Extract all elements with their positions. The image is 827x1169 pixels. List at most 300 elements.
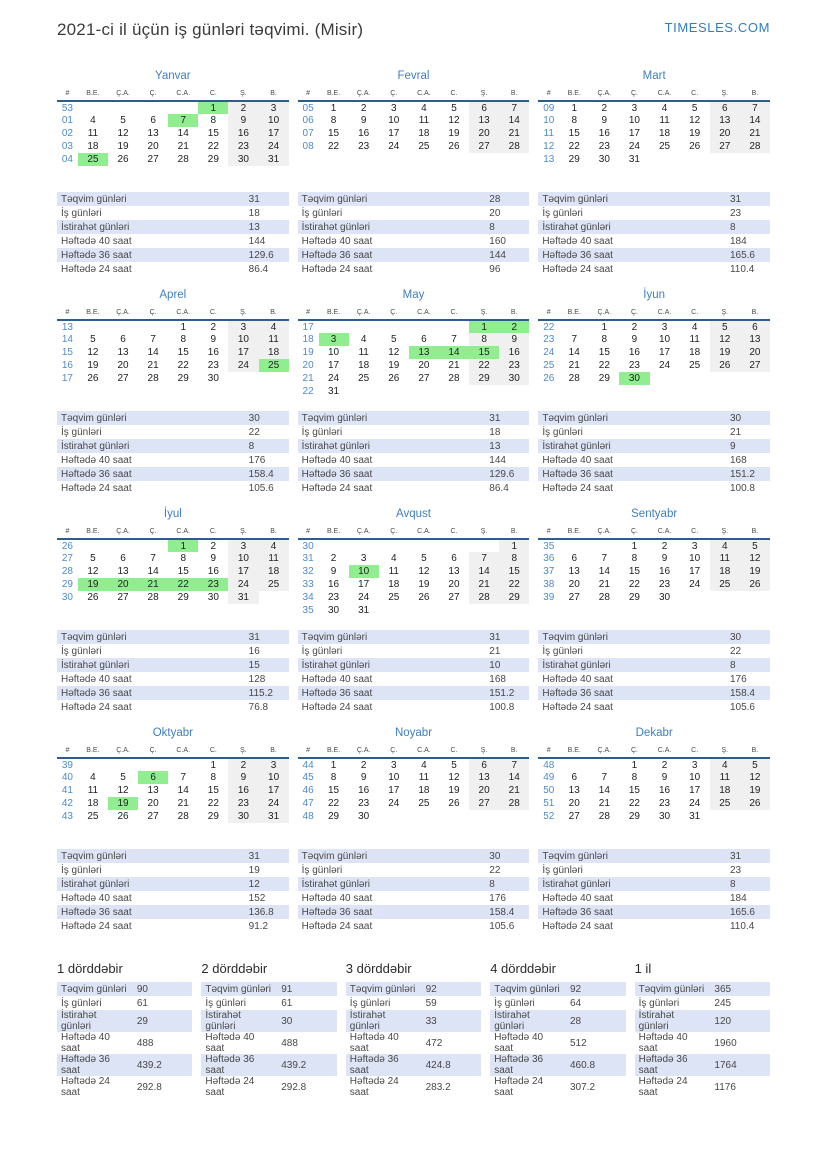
day-col-header: B. xyxy=(740,307,770,320)
quarter-stat-value: 1176 xyxy=(714,1081,736,1093)
week-row xyxy=(298,114,530,127)
month-6 xyxy=(538,289,770,495)
day-cell: 29 xyxy=(499,591,529,604)
day-cell: 1 xyxy=(330,102,337,114)
week-col-header: # xyxy=(538,526,559,539)
month-stat-label: Həftədə 24 saat xyxy=(542,482,613,494)
day-cell: 8 xyxy=(571,115,577,126)
quarter-stat-label: Həftədə 36 saat xyxy=(201,1054,277,1076)
quarter-stat-row xyxy=(201,982,336,996)
quarter-stat-row xyxy=(635,996,770,1010)
day-col-header: C.A. xyxy=(409,526,439,539)
day-cell: 22 xyxy=(598,360,610,371)
day-cell: 5 xyxy=(90,553,96,564)
day-cell: 14 xyxy=(499,114,529,127)
day-cell: 31 xyxy=(358,605,370,616)
quarter-stat-label: Təqvim günləri xyxy=(201,982,277,996)
day-cell: 7 xyxy=(150,553,156,564)
day-cell-empty xyxy=(349,385,379,398)
day-cell-empty xyxy=(379,320,409,333)
month-stat-label: Həftədə 36 saat xyxy=(538,467,726,481)
day-cell: 26 xyxy=(710,359,740,372)
day-cell: 6 xyxy=(571,772,577,783)
quarter-stat-value: 92 xyxy=(566,982,626,996)
day-cell: 5 xyxy=(691,102,698,114)
week-row xyxy=(57,552,289,565)
week-number: 42 xyxy=(61,798,73,809)
day-cell: 31 xyxy=(259,810,289,823)
day-col-header: Ç.A. xyxy=(589,745,619,758)
month-stat-row xyxy=(57,234,289,248)
month-stat-label: Təqvim günləri xyxy=(538,849,726,863)
month-calendar xyxy=(57,526,289,604)
day-cell: 29 xyxy=(628,592,640,603)
month-stat-label: İş günləri xyxy=(542,864,583,876)
week-row xyxy=(57,372,289,385)
day-cell-empty xyxy=(680,591,710,604)
day-cell: 16 xyxy=(228,784,258,797)
day-cell: 25 xyxy=(658,141,671,152)
quarter-stat-value: 365 xyxy=(710,982,770,996)
month-stat-row xyxy=(298,672,530,686)
day-cell: 28 xyxy=(740,140,770,153)
day-cell: 28 xyxy=(177,154,189,165)
month-stat-value: 21 xyxy=(729,426,742,438)
day-cell: 20 xyxy=(147,798,159,809)
day-col-header: Ş. xyxy=(710,526,740,539)
day-cell: 29 xyxy=(598,373,610,384)
month-stat-value: 165.6 xyxy=(726,248,770,262)
month-stat-value: 168 xyxy=(489,673,506,685)
day-cell-empty xyxy=(409,385,439,398)
month-stat-label: İş günləri xyxy=(542,645,583,657)
month-calendar xyxy=(538,526,770,604)
month-stat-row xyxy=(57,672,289,686)
day-cell: 15 xyxy=(327,785,340,796)
month-stat-label: Həftədə 40 saat xyxy=(301,673,373,685)
day-cell: 1 xyxy=(210,759,217,771)
quarter-stat-row xyxy=(490,1054,625,1076)
week-number: 18 xyxy=(302,334,314,345)
month-stat-label: Həftədə 40 saat xyxy=(61,892,132,904)
quarter-stat-row xyxy=(346,1010,481,1032)
month-stat-value: 8 xyxy=(726,658,770,672)
day-cell: 13 xyxy=(469,114,499,127)
day-cell: 12 xyxy=(740,552,770,565)
month-stat-row xyxy=(538,248,770,262)
month-stat-value: 31 xyxy=(485,411,529,425)
month-stat-label: Təqvim günləri xyxy=(57,192,245,206)
day-cell: 4 xyxy=(661,102,668,114)
month-stat-row xyxy=(538,481,770,495)
day-cell: 11 xyxy=(87,128,99,139)
quarter-block-1 xyxy=(57,961,192,1098)
day-cell: 7 xyxy=(571,334,577,345)
day-cell: 26 xyxy=(117,811,129,822)
day-cell: 13 xyxy=(147,128,159,139)
day-cell: 11 xyxy=(259,333,289,346)
month-stat-row xyxy=(57,439,289,453)
month-calendar xyxy=(298,526,530,617)
month-stat-label: Həftədə 24 saat xyxy=(542,920,613,932)
day-cell: 17 xyxy=(388,128,400,139)
day-cell: 6 xyxy=(710,101,740,114)
quarter-stat-value: 307.2 xyxy=(570,1081,596,1093)
quarter-stat-value: 61 xyxy=(281,997,293,1009)
quarter-stat-value: 512 xyxy=(570,1037,587,1049)
month-stat-row xyxy=(57,700,289,714)
day-cell: 10 xyxy=(349,565,379,578)
day-cell: 13 xyxy=(568,566,580,577)
month-calendar-area xyxy=(298,88,530,192)
day-col-header: B. xyxy=(499,745,529,758)
day-col-header: Ş. xyxy=(228,526,258,539)
week-row xyxy=(298,140,530,153)
month-stat-value: 31 xyxy=(245,630,289,644)
month-stat-value: 19 xyxy=(248,864,260,876)
month-stat-row xyxy=(57,905,289,919)
day-cell: 3 xyxy=(631,102,638,114)
month-stat-value: 184 xyxy=(729,235,747,247)
day-cell: 23 xyxy=(658,579,671,590)
day-cell: 9 xyxy=(228,771,258,784)
month-stat-row xyxy=(298,700,530,714)
quarter-stat-label: Təqvim günləri xyxy=(490,982,566,996)
day-cell: 24 xyxy=(689,798,701,809)
day-cell: 3 xyxy=(691,540,698,552)
day-cell-empty xyxy=(78,320,108,333)
day-col-header: B. xyxy=(259,526,289,539)
week-row xyxy=(298,346,530,359)
day-cell: 16 xyxy=(658,566,671,577)
week-row xyxy=(298,565,530,578)
month-title: Aprel xyxy=(159,289,187,301)
quarter-stat-row xyxy=(201,1010,336,1032)
day-cell: 3 xyxy=(259,758,289,771)
day-col-header: Ş. xyxy=(228,88,258,101)
day-col-header: C. xyxy=(198,526,228,539)
day-cell: 1 xyxy=(330,759,337,771)
day-cell: 20 xyxy=(740,346,770,359)
day-cell: 3 xyxy=(228,539,258,552)
quarter-stat-row xyxy=(635,982,770,996)
month-stat-row xyxy=(538,919,770,933)
month-stat-row xyxy=(57,206,289,220)
day-cell: 5 xyxy=(390,334,397,345)
day-cell: 23 xyxy=(628,360,640,371)
day-cell: 7 xyxy=(499,101,529,114)
day-cell-empty xyxy=(78,758,108,771)
day-cell-empty xyxy=(439,810,469,823)
month-stat-table xyxy=(538,849,770,933)
day-cell: 5 xyxy=(451,102,457,114)
day-cell: 28 xyxy=(568,373,580,384)
month-stat-value: 158.4 xyxy=(245,467,289,481)
month-5 xyxy=(298,289,530,495)
month-stat-value: 8 xyxy=(245,439,289,453)
day-cell: 17 xyxy=(358,579,370,590)
quarter-stat-label: Həftədə 24 saat xyxy=(494,1076,544,1098)
month-12 xyxy=(538,727,770,933)
month-title: Sentyabr xyxy=(631,508,678,520)
month-7 xyxy=(57,508,289,714)
day-cell: 22 xyxy=(168,578,198,591)
month-stat-label: Həftədə 36 saat xyxy=(57,686,245,700)
day-col-header: Ç. xyxy=(138,745,168,758)
day-col-header: B. xyxy=(499,307,529,320)
day-cell: 14 xyxy=(469,565,499,578)
quarter-stat-row xyxy=(57,982,192,996)
week-row xyxy=(538,127,770,140)
month-stat-value: 86.4 xyxy=(248,263,269,275)
week-number: 49 xyxy=(543,772,555,783)
day-cell: 6 xyxy=(150,115,156,126)
week-number: 39 xyxy=(61,759,73,771)
month-stat-label: Həftədə 40 saat xyxy=(542,235,613,247)
day-col-header: Ş. xyxy=(469,307,499,320)
week-number: 12 xyxy=(543,141,555,152)
month-stat-value: 158.4 xyxy=(485,905,529,919)
site-logo[interactable]: TIMESLES.COM xyxy=(664,20,770,35)
day-cell: 11 xyxy=(689,334,700,345)
month-stat-row xyxy=(57,425,289,439)
month-calendar-area xyxy=(298,745,530,849)
month-stat-value: 23 xyxy=(729,864,742,876)
day-cell-empty xyxy=(138,539,168,552)
month-stat-value: 129.6 xyxy=(485,467,529,481)
month-stat-label: İş günləri xyxy=(61,426,102,438)
day-cell: 26 xyxy=(117,154,129,165)
quarter-stat-value: 460.8 xyxy=(566,1054,626,1076)
day-cell: 1 xyxy=(631,540,638,552)
week-row xyxy=(57,101,289,114)
month-stat-label: Həftədə 40 saat xyxy=(301,454,373,466)
week-number: 24 xyxy=(543,347,555,358)
month-stat-label: Həftədə 40 saat xyxy=(542,454,613,466)
quarter-stat-label: Həftədə 40 saat xyxy=(494,1032,544,1054)
week-col-header: # xyxy=(57,745,78,758)
day-cell: 20 xyxy=(469,127,499,140)
month-stat-label: Həftədə 24 saat xyxy=(61,920,132,932)
day-cell: 15 xyxy=(177,566,189,577)
quarter-stat-label: İş günləri xyxy=(61,997,102,1009)
day-cell: 28 xyxy=(147,592,159,603)
month-stat-label: Təqvim günləri xyxy=(298,630,486,644)
day-col-header: Ç. xyxy=(619,88,649,101)
day-cell: 3 xyxy=(360,553,367,564)
day-cell: 19 xyxy=(448,128,460,139)
day-cell: 26 xyxy=(689,141,701,152)
month-stat-label: Həftədə 40 saat xyxy=(61,454,132,466)
day-cell: 11 xyxy=(259,552,289,565)
day-cell: 2 xyxy=(330,553,337,564)
day-cell: 7 xyxy=(469,552,499,565)
day-cell: 18 xyxy=(259,565,289,578)
day-cell: 13 xyxy=(117,566,129,577)
day-col-header: B.E. xyxy=(78,526,108,539)
day-cell: 9 xyxy=(601,115,608,126)
month-stat-row xyxy=(57,644,289,658)
month-calendar-area xyxy=(57,745,289,849)
month-stat-table xyxy=(298,630,530,714)
month-stat-label: İstirahət günləri xyxy=(298,439,486,453)
day-cell: 10 xyxy=(689,553,701,564)
day-cell: 22 xyxy=(469,359,499,372)
day-cell-empty xyxy=(78,101,108,114)
day-cell: 25 xyxy=(710,797,740,810)
day-cell: 9 xyxy=(360,772,367,783)
month-calendar-area xyxy=(298,526,530,630)
week-col-header: # xyxy=(298,745,319,758)
week-row xyxy=(298,385,530,398)
week-row xyxy=(298,591,530,604)
quarter-stat-value: 488 xyxy=(136,1037,154,1049)
month-stat-row xyxy=(57,481,289,495)
week-number: 26 xyxy=(543,373,555,384)
day-cell: 18 xyxy=(689,347,701,358)
day-col-header: Ç.A. xyxy=(349,88,379,101)
month-stat-row xyxy=(538,686,770,700)
day-cell: 2 xyxy=(499,320,529,333)
quarter-stat-row xyxy=(490,1076,625,1098)
week-number: 44 xyxy=(302,759,314,771)
day-col-header: B.E. xyxy=(319,307,349,320)
month-stat-row xyxy=(298,411,530,425)
day-col-header: Ş. xyxy=(710,745,740,758)
day-col-header: Ç. xyxy=(138,526,168,539)
day-col-header: Ç. xyxy=(379,88,409,101)
day-cell: 5 xyxy=(120,772,126,783)
day-cell: 24 xyxy=(259,797,289,810)
day-cell: 25 xyxy=(710,578,740,591)
day-cell: 1 xyxy=(499,539,529,552)
day-cell: 2 xyxy=(360,102,367,114)
day-cell: 19 xyxy=(740,784,770,797)
quarter-stat-label: Həftədə 36 saat xyxy=(490,1054,566,1076)
day-cell: 4 xyxy=(90,115,96,126)
month-stat-row xyxy=(57,630,289,644)
month-stat-row xyxy=(298,630,530,644)
day-cell: 14 xyxy=(177,785,189,796)
day-cell: 16 xyxy=(628,347,640,358)
quarter-stat-label: Təqvim günləri xyxy=(57,982,133,996)
day-col-header: C.A. xyxy=(650,526,680,539)
day-cell: 27 xyxy=(418,373,430,384)
day-cell: 3 xyxy=(390,759,397,771)
day-cell: 31 xyxy=(628,154,640,165)
month-stat-label: İş günləri xyxy=(542,426,583,438)
day-cell: 15 xyxy=(177,347,189,358)
week-number: 40 xyxy=(61,772,73,783)
day-cell: 1 xyxy=(168,539,198,552)
day-cell-empty xyxy=(589,539,619,552)
week-number: 17 xyxy=(302,321,314,333)
day-cell: 27 xyxy=(469,797,499,810)
day-cell: 10 xyxy=(388,772,400,783)
month-stat-value: 160 xyxy=(489,235,506,247)
month-calendar xyxy=(298,88,530,153)
day-cell: 16 xyxy=(228,127,258,140)
day-col-header: Ç. xyxy=(379,526,409,539)
week-row xyxy=(538,320,770,333)
day-cell-empty xyxy=(559,539,589,552)
day-cell: 8 xyxy=(180,553,186,564)
day-col-header: Ş. xyxy=(710,307,740,320)
month-stat-label: İş günləri xyxy=(61,864,102,876)
day-cell: 17 xyxy=(628,128,640,139)
week-row xyxy=(538,784,770,797)
month-stat-value: 176 xyxy=(248,454,266,466)
month-stat-row xyxy=(57,877,289,891)
day-col-header: C.A. xyxy=(168,526,198,539)
month-4 xyxy=(57,289,289,495)
month-stat-value: 151.2 xyxy=(485,686,529,700)
month-stat-row xyxy=(298,849,530,863)
week-row xyxy=(57,333,289,346)
month-stat-value: 86.4 xyxy=(489,482,509,494)
month-stat-row xyxy=(57,686,289,700)
quarter-stat-row xyxy=(57,1054,192,1076)
day-cell: 10 xyxy=(259,114,289,127)
day-cell-empty xyxy=(710,591,740,604)
month-stat-label: Həftədə 40 saat xyxy=(301,892,373,904)
day-cell: 1 xyxy=(180,321,186,333)
day-cell: 5 xyxy=(740,539,770,552)
week-number: 22 xyxy=(302,386,314,397)
month-stat-label: İstirahət günləri xyxy=(298,658,486,672)
month-stat-value: 128 xyxy=(248,673,266,685)
day-cell: 12 xyxy=(87,566,99,577)
month-stat-label: Həftədə 36 saat xyxy=(57,248,245,262)
quarter-stat-row xyxy=(57,996,192,1010)
day-col-header: B. xyxy=(259,88,289,101)
month-stat-label: Həftədə 36 saat xyxy=(57,467,245,481)
day-cell: 5 xyxy=(90,334,96,345)
day-cell: 16 xyxy=(358,785,370,796)
quarter-stat-label: İstirahət günləri xyxy=(201,1010,277,1032)
day-cell: 20 xyxy=(469,784,499,797)
month-stat-value: 16 xyxy=(248,645,260,657)
month-stat-label: İstirahət günləri xyxy=(538,658,726,672)
day-cell: 10 xyxy=(628,115,640,126)
day-cell: 23 xyxy=(207,360,219,371)
quarter-stat-value: 245 xyxy=(714,997,732,1009)
month-stat-label: Təqvim günləri xyxy=(57,411,245,425)
month-stat-value: 23 xyxy=(729,207,742,219)
quarter-stat-value: 28 xyxy=(566,1010,626,1032)
day-cell-empty xyxy=(680,153,710,166)
day-cell: 23 xyxy=(358,798,370,809)
week-number: 48 xyxy=(543,759,555,771)
day-col-header: Ç.A. xyxy=(108,88,138,101)
quarter-stat-value: 91 xyxy=(277,982,337,996)
day-col-header: Ç. xyxy=(619,307,649,320)
week-row xyxy=(57,797,289,810)
month-stat-value: 76.8 xyxy=(248,701,269,713)
month-stat-row xyxy=(57,192,289,206)
quarters-section xyxy=(57,961,770,1098)
month-stat-label: İş günləri xyxy=(542,207,583,219)
day-cell: 31 xyxy=(689,811,701,822)
day-cell: 29 xyxy=(469,372,499,385)
week-number: 35 xyxy=(543,540,555,552)
week-row xyxy=(298,127,530,140)
day-cell: 5 xyxy=(120,115,126,126)
day-cell: 7 xyxy=(180,772,186,783)
day-cell: 13 xyxy=(740,333,770,346)
day-cell: 26 xyxy=(87,592,99,603)
day-col-header: C.A. xyxy=(168,745,198,758)
